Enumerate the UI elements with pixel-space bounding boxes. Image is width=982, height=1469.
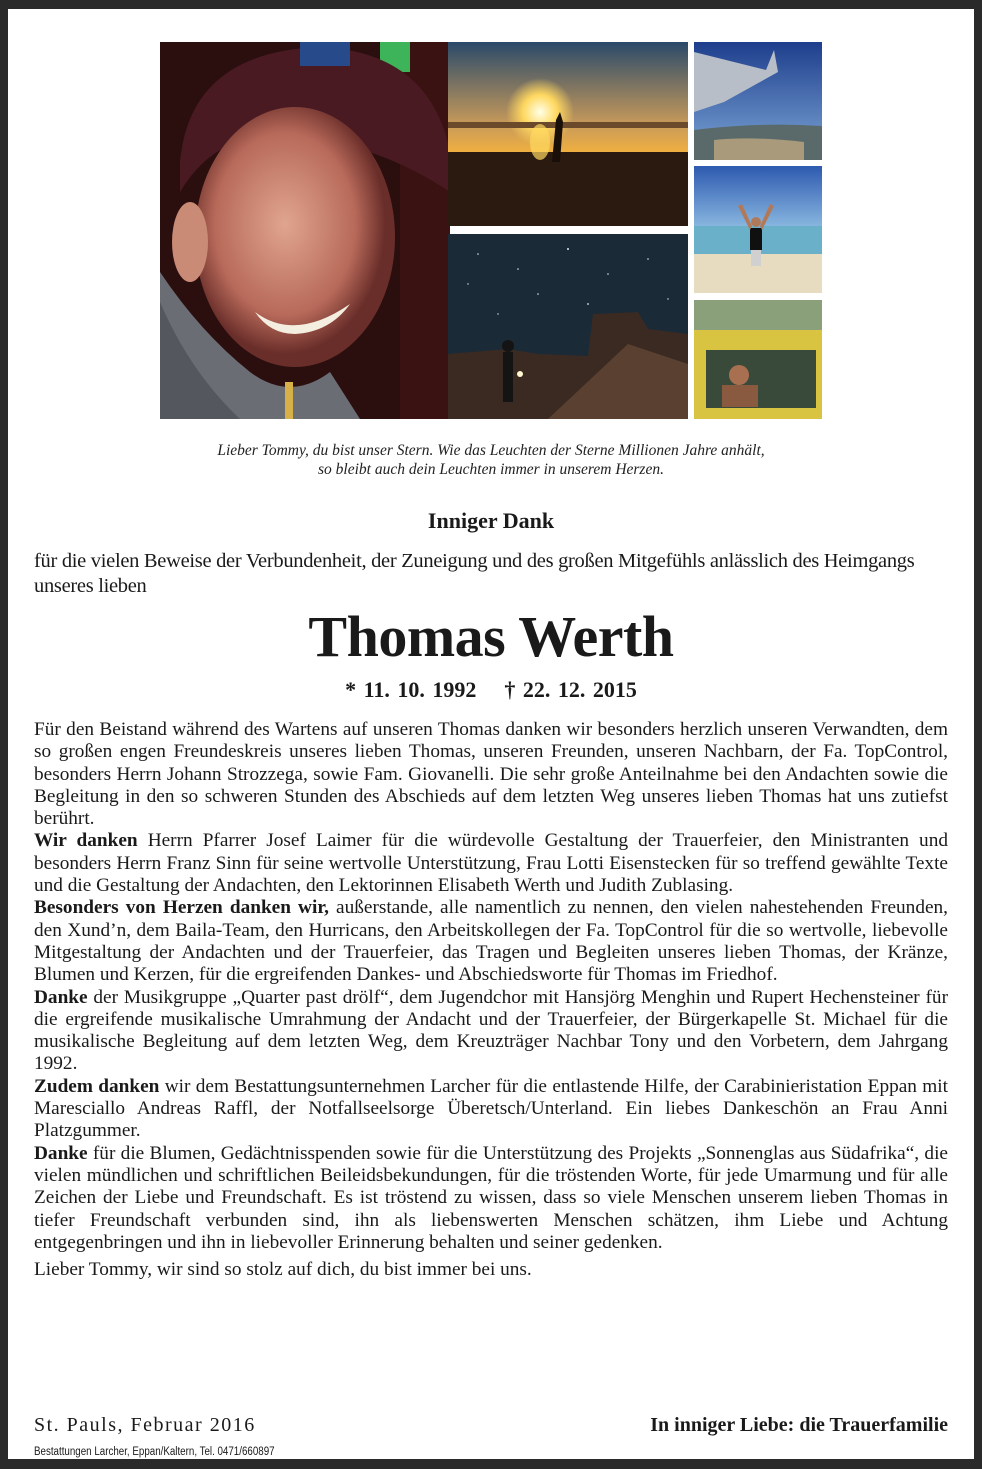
paragraph: [34, 1143, 948, 1254]
paragraph-lead: Danke: [34, 986, 88, 1008]
closing-line: Lieber Tommy, wir sind so stolz auf dich, du bist immer bei uns.: [34, 1259, 532, 1281]
thanks-body: [34, 719, 948, 1281]
thanks-heading: Inniger Dank: [427, 508, 555, 533]
intro-text: für die vielen Beweise der Verbundenheit, der Zuneigung und des großen Mitgefühls anlässlich des Heimgangs unseres lieben: [34, 550, 915, 597]
life-dates: [8, 677, 974, 703]
undertaker-info: Bestattungen Larcher, Eppan/Kaltern, Tel. 0471/660897: [34, 1446, 275, 1458]
paragraph-text: Für den Beistand während des Wartens auf unseren Thomas danken wir besonders herzlich unseren Verwandten, dem so großen engen Freundeskreis unseres lieben Thomas, unseren Freunden, unseren Nachbarn, der Fa. TopControl, besonders Herrn Johann Strozzega, sowie Fam. Giovanelli. Die sehr große Anteilnahme bei den Andachten sowie die Begleitung in den so schweren Stunden des Abschieds auf dem letzten Weg unseres lieben Thomas hat uns zutiefst berührt.: [34, 719, 948, 830]
paragraph-text: Herrn Pfarrer Josef Laimer für die würdevolle Gestaltung der Trauerfeier, den Ministranten und besonders Herrn Franz Sinn für seine wertvolle Unterstützung, Frau Lotti Eisenstecken für so treffend gewählte Texte und die Gestaltung der Andachten, den Lektorinnen Elisabeth Werth und Judith Zublasing.: [34, 830, 948, 897]
paragraph-text: wir dem Bestattungsunternehmen Larcher für die entlastende Hilfe, der Carabinieristation Eppan mit Maresciallo Andreas Raffl, der Notfallseelsorge Überetsch/Unterland. Ein liebes Dankeschön an Frau Anni Platzgummer.: [34, 1075, 948, 1142]
airplane-wing-city-photo: [694, 42, 822, 160]
memorial-quote: [8, 441, 974, 479]
quote-line-2: so bleibt auch dein Leuchten immer in unserem Herzen.: [318, 461, 664, 478]
paragraph-lead: Zudem danken: [34, 1075, 160, 1097]
paragraph-text: für die Blumen, Gedächtnisspenden sowie für die Unterstützung des Projekts „Sonnenglas aus Südafrika“, die vielen mündlichen und schriftlichen Beileidsbekundungen, für die tröstenden Worte, für jede Umarmung und für alle Zeichen der Liebe und Freundschaft. Es ist tröstend zu wissen, dass so viele Menschen unserem lieben Thomas in tiefer Freundschaft verbunden sind, ihn als liebenswerten Menschen schätzen, ihm Liebe und Achtung entgegenbringen und ihn in liebevoller Erinnerung behalten und seiner gedenken.: [34, 1142, 948, 1253]
paragraph: [34, 987, 948, 1076]
death-date: † 22. 12. 2015: [504, 677, 637, 702]
paragraph-text: außerstande, alle namentlich zu nennen, den vielen nahestehenden Freunden, den Xund’n, dem Baila-Team, den Hurricans, den Arbeitskollegen der Fa. TopControl für die so wertvolle, liebevolle Mitgestaltung der Andachten und der Trauerfeier, das Tragen und Begleiten unseres lieben Thomas, der Kränze, Blumen und Kerzen, für die ergreifenden Dankes- und Abschiedsworte für Thomas im Friedhof.: [34, 897, 948, 986]
paragraph: [34, 719, 948, 830]
beach-arms-raised-photo: [694, 166, 822, 293]
paragraph: [34, 830, 948, 897]
paragraph: [34, 1076, 948, 1143]
paragraph: [34, 897, 948, 986]
paragraph-lead: Danke: [34, 1142, 88, 1164]
place-date: St. Pauls, Februar 2016: [34, 1414, 256, 1436]
obituary-page: [8, 9, 974, 1459]
yellow-car-photo: [694, 300, 822, 419]
deceased-name: Thomas Werth: [308, 604, 674, 669]
quote-line-1: Lieber Tommy, du bist unser Stern. Wie das Leuchten der Sterne Millionen Jahre anhält,: [217, 442, 765, 459]
paragraph-lead: Wir danken: [34, 830, 138, 852]
night-sky-desert-photo: [448, 234, 688, 419]
paragraph-text: der Musikgruppe „Quarter past drölf“, dem Jugendchor mit Hansjörg Menghin und Rupert Hechensteiner für die ergreifende musikalische Umrahmung der Andacht und der Trauerfeier, der Bürgerkapelle St. Michael für die musikalische Begleitung auf dem letzten Weg, dem Kreuzträger Nachbar Tony und den Vorbetern, dem Jahrgang 1992.: [34, 986, 948, 1075]
portrait-photo: [160, 42, 450, 419]
paragraph-lead: Besonders von Herzen danken wir,: [34, 897, 329, 919]
sunset-beach-photo: [448, 42, 688, 226]
family-signature: In inniger Liebe: die Trauerfamilie: [650, 1414, 948, 1436]
birth-date: * 11. 10. 1992: [345, 677, 477, 702]
